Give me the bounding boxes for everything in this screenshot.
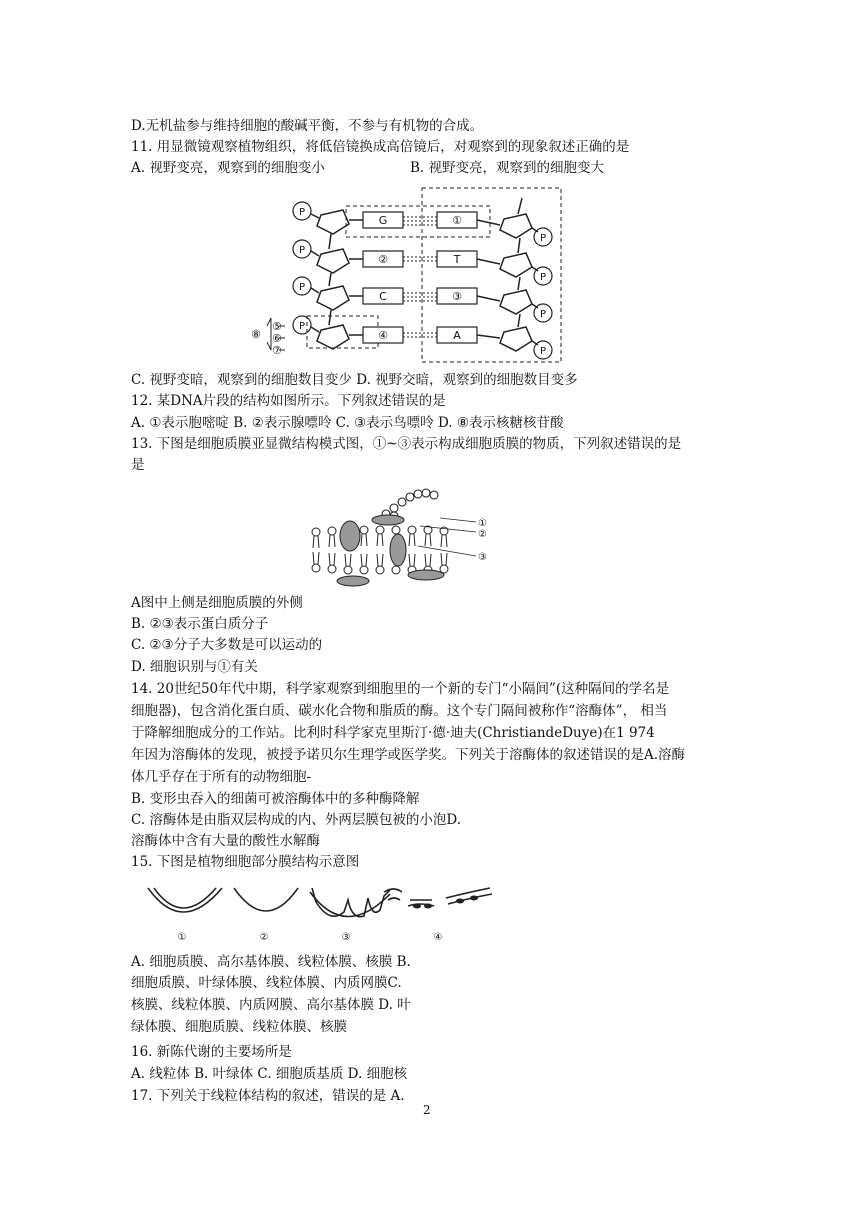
dna-side-label: ⑦ bbox=[272, 344, 282, 357]
option-13b: B. ②③表示蛋白质分子 bbox=[131, 616, 269, 632]
membrane-type-label: ③ bbox=[341, 932, 351, 943]
phosphate-label: P bbox=[539, 309, 547, 320]
phosphate-label: P bbox=[539, 272, 547, 283]
option-13d: D. 细胞识别与①有关 bbox=[131, 659, 258, 675]
page-number: 2 bbox=[423, 1103, 431, 1117]
membrane-type-label: ① bbox=[177, 932, 187, 943]
question-12: 12. 某DNA片段的结构如图所示。下列叙述错误的是 bbox=[131, 393, 446, 409]
option-15d: 绿体膜、细胞质膜、线粒体膜、核膜 bbox=[131, 1019, 347, 1035]
option-11b: B. 视野变亮，观察到的细胞变大 bbox=[410, 160, 605, 176]
phosphate-label: P bbox=[298, 282, 306, 293]
membrane-label: ① bbox=[478, 518, 487, 529]
options-11cd: C. 视野变暗，观察到的细胞数目变少 D. 视野交暗，观察到的细胞数目变多 bbox=[131, 372, 578, 388]
phosphate-label: P bbox=[539, 346, 547, 357]
membrane-type-label: ② bbox=[259, 932, 269, 943]
dna-structure-figure bbox=[245, 180, 575, 368]
phosphate-label: P bbox=[298, 207, 306, 218]
dna-base-label: G bbox=[378, 214, 388, 227]
options-12: A. ①表示胞嘧啶 B. ②表示腺嘌呤 C. ③表示鸟嘌呤 D. ⑧表示核糖核苷酸 bbox=[131, 415, 564, 431]
dna-side-label: ⑧ bbox=[251, 328, 261, 341]
question-14-line3: 于降解细胞成分的工作站。比利时科学家克里斯汀·德·迪夫(ChristiandeDuye)在1 974 bbox=[131, 725, 655, 741]
question-14: 14. 20世纪50年代中期，科学家观察到细胞里的一个新的专门“小隔间”(这种隔间的学名是 bbox=[131, 681, 670, 697]
dna-base-label: ② bbox=[378, 253, 388, 266]
question-16: 16. 新陈代谢的主要场所是 bbox=[131, 1044, 292, 1060]
question-13: 13. 下图是细胞质膜亚显微结构模式图，①~③表示构成细胞质膜的物质，下列叙述错误的是 bbox=[131, 436, 682, 452]
cell-membrane-figure bbox=[298, 480, 493, 590]
option-15a: A. 细胞质膜、高尔基体膜、线粒体膜、核膜 B. bbox=[131, 954, 411, 970]
membrane-label: ② bbox=[478, 529, 487, 540]
question-13-cont: 是 bbox=[131, 457, 145, 473]
phosphate-label: P bbox=[298, 321, 306, 332]
dna-base-label: ④ bbox=[378, 329, 388, 342]
option-15c: 核膜、线粒体膜、内质网膜、高尔基体膜 D. 叶 bbox=[131, 997, 411, 1013]
phosphate-label: P bbox=[539, 233, 547, 244]
question-14-line2: 细胞器)，包含消化蛋白质、碳水化合物和脂质的酶。这个专门隔间被称作“溶酶体”， 相当 bbox=[131, 703, 668, 719]
options-16: A. 线粒体 B. 叶绿体 C. 细胞质基质 D. 细胞核 bbox=[131, 1066, 408, 1082]
question-14-line4: 年因为溶酶体的发现，被授予诺贝尔生理学或医学奖。下列关于溶酶体的叙述错误的是A.溶酶 bbox=[131, 747, 686, 763]
dna-base-label: ① bbox=[452, 214, 462, 227]
option-14c: C. 溶酶体是由脂双层构成的内、外两层膜包被的小泡D. bbox=[131, 812, 462, 828]
text-line: D.无机盐参与维持细胞的酸碱平衡，不参与有机物的合成。 bbox=[131, 118, 484, 134]
dna-base-label: C bbox=[379, 290, 387, 303]
option-13c: C. ②③分子大多数是可以运动的 bbox=[131, 637, 323, 653]
phosphate-label: P bbox=[298, 245, 306, 256]
membrane-types-figure bbox=[140, 878, 510, 948]
question-17: 17. 下列关于线粒体结构的叙述，错误的是 A. bbox=[131, 1088, 405, 1104]
option-14a: 体几乎存在于所有的动物细胞- bbox=[131, 769, 312, 785]
dna-side-label: ⑥ bbox=[272, 332, 282, 345]
question-15: 15. 下图是植物细胞部分膜结构示意图 bbox=[131, 854, 360, 870]
option-15b: 细胞质膜、叶绿体膜、线粒体膜、内质网膜C. bbox=[131, 975, 402, 991]
dna-base-label: A bbox=[453, 329, 461, 342]
option-13a: A图中上侧是细胞质膜的外侧 bbox=[131, 595, 303, 611]
dna-base-label: T bbox=[453, 253, 461, 266]
dna-base-label: ③ bbox=[452, 290, 462, 303]
membrane-type-label: ④ bbox=[433, 932, 443, 943]
option-14b: B. 变形虫吞入的细菌可被溶酶体中的多种酶降解 bbox=[131, 791, 420, 807]
dna-side-label: ⑤ bbox=[272, 320, 282, 333]
option-11a: A. 视野变亮，观察到的细胞变小 bbox=[131, 160, 325, 176]
option-14d: 溶酶体中含有大量的酸性水解酶 bbox=[131, 833, 320, 849]
question-11: 11. 用显微镜观察植物组织，将低倍镜换成高倍镜后，对观察到的现象叙述正确的是 bbox=[131, 139, 630, 155]
membrane-label: ③ bbox=[478, 552, 487, 563]
